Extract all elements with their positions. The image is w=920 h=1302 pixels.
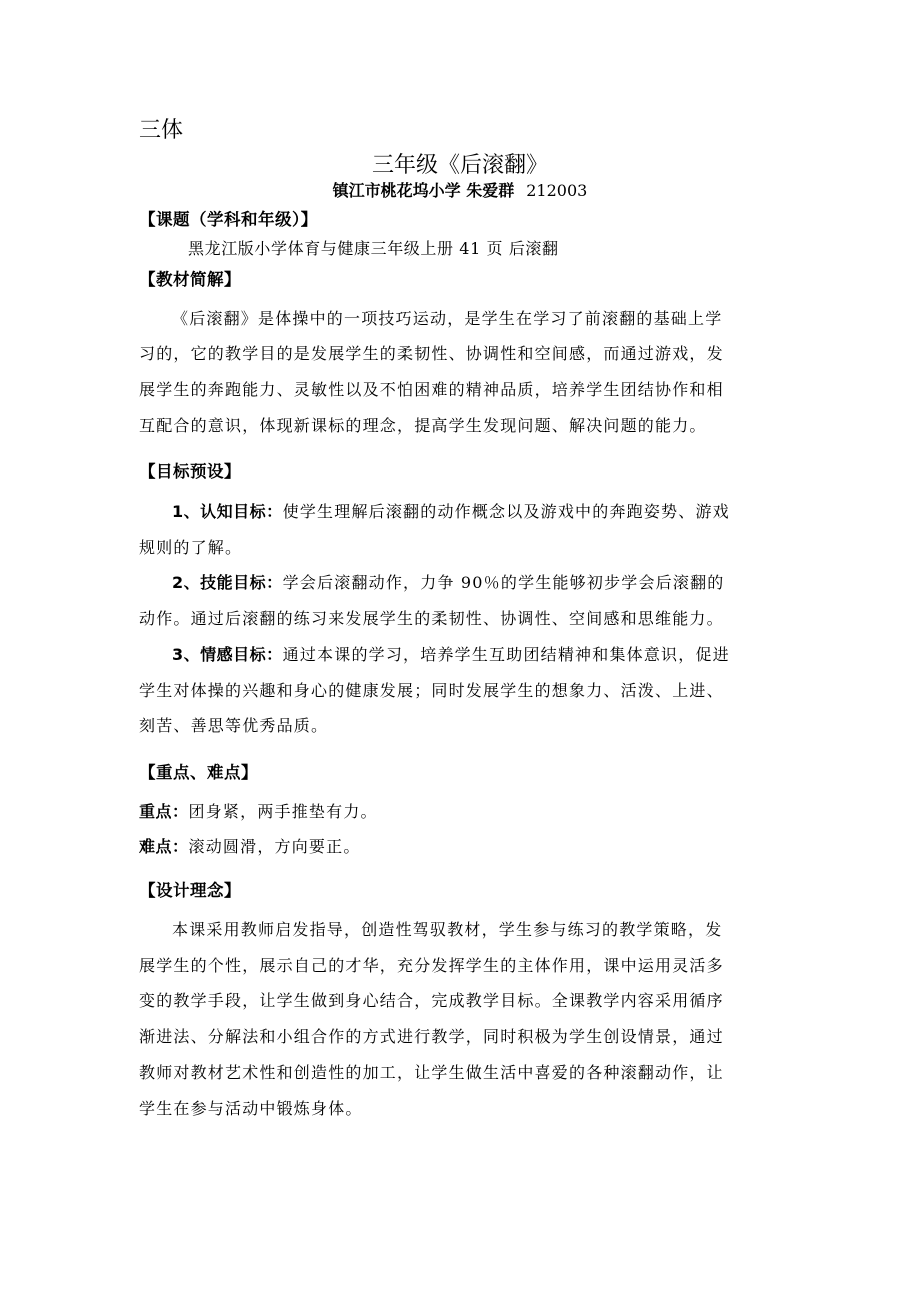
goal-item-cognitive — [172, 499, 730, 522]
goal-label: 1、认知目标： — [172, 502, 283, 521]
goal-text: 使学生理解后滚翻的动作概念以及游戏中的奔跑姿势、游戏 — [282, 502, 730, 521]
design-line: 学生在参与活动中锻炼身体。 — [139, 1099, 363, 1118]
difficulty-line — [139, 834, 361, 857]
subject-heading: 【课题（学科和年级）】 — [139, 210, 318, 229]
difficulty-text: 滚动圆滑，方向要正。 — [188, 837, 361, 856]
goal-text-continued: 规则的了解。 — [139, 538, 243, 557]
author-line — [0, 178, 920, 201]
material-line: 展学生的奔跑能力、灵敏性以及不怕困难的精神品质，培养学生团结协作和相 — [139, 380, 724, 399]
lesson-title: 三年级《后滚翻》 — [371, 153, 548, 178]
goal-label: 3、情感目标： — [172, 645, 283, 664]
key-points-heading: 【重点、难点】 — [139, 763, 258, 782]
key-point-line — [139, 799, 378, 822]
material-line: 互配合的意识，体现新课标的理念，提高学生发现问题、解决问题的能力。 — [139, 416, 707, 435]
design-line: 渐进法、分解法和小组合作的方式进行教学，同时积极为学生创设情景，通过 — [139, 1027, 724, 1046]
material-line: 习的，它的教学目的是发展学生的柔韧性、协调性和空间感，而通过游戏，发 — [139, 344, 724, 363]
goals-heading: 【目标预设】 — [139, 462, 241, 481]
design-line: 展学生的个性，展示自己的才华，充分发挥学生的主体作用，课中运用灵活多 — [139, 956, 724, 975]
author-postcode: 212003 — [526, 181, 588, 200]
key-point-text: 团身紧，两手推垫有力。 — [188, 802, 378, 821]
material-line: 《后滚翻》是体操中的一项技巧运动，是学生在学习了前滚翻的基础上学 — [172, 309, 723, 328]
goal-item-emotion — [172, 642, 730, 665]
design-line: 本课采用教师启发指导，创造性驾驭教材，学生参与练习的教学策略，发 — [172, 920, 723, 939]
design-line: 教师对教材艺术性和创造性的加工，让学生做生活中喜爱的各种滚翻动作，让 — [139, 1063, 724, 1082]
subject-text: 黑龙江版小学体育与健康三年级上册 41 页 后滚翻 — [188, 239, 559, 258]
goal-text: 学会后滚翻动作，力争 90％的学生能够初步学会后滚翻的 — [282, 573, 725, 592]
design-heading: 【设计理念】 — [139, 881, 241, 900]
author-school-name: 镇江市桃花坞小学 朱爱群 — [332, 181, 515, 200]
corner-title: 三体 — [139, 118, 184, 143]
material-heading: 【教材简解】 — [139, 270, 241, 289]
key-point-label: 重点： — [139, 802, 189, 821]
goal-text-continued: 刻苦、善思等优秀品质。 — [139, 716, 329, 735]
design-line: 变的教学手段，让学生做到身心结合，完成教学目标。全课教学内容采用循序 — [139, 991, 724, 1010]
goal-text: 通过本课的学习，培养学生互助团结精神和集体意识，促进 — [282, 645, 730, 664]
difficulty-label: 难点： — [139, 837, 189, 856]
goal-label: 2、技能目标： — [172, 573, 283, 592]
goal-text-continued: 动作。通过后滚翻的练习来发展学生的柔韧性、协调性、空间感和思维能力。 — [139, 609, 724, 628]
goal-text-continued: 学生对体操的兴趣和身心的健康发展；同时发展学生的想象力、活泼、上进、 — [139, 681, 724, 700]
goal-item-skill — [172, 570, 725, 593]
